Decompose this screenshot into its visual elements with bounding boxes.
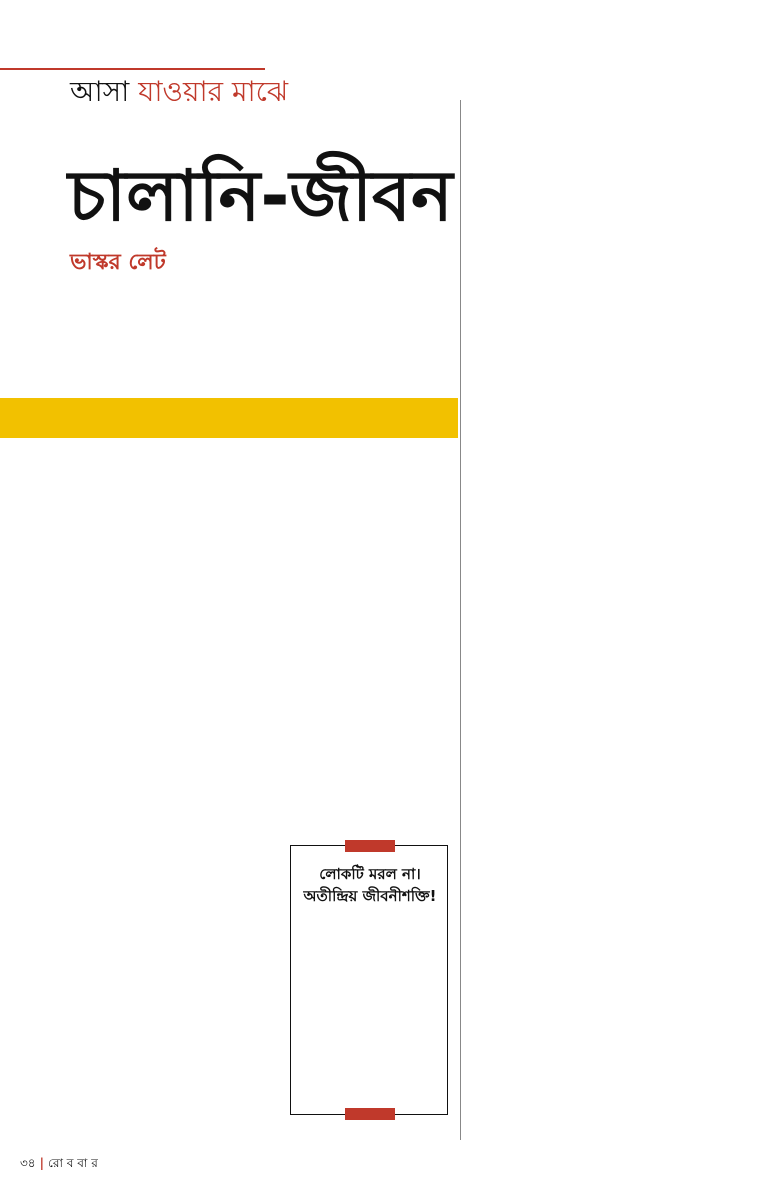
pull-quote-accent-bottom [345, 1108, 395, 1120]
pull-quote-accent-top [345, 840, 395, 852]
pull-quote-line: লোকটি মরল না। [319, 865, 421, 883]
body-column-middle [285, 456, 450, 836]
header-rule [0, 68, 265, 70]
article-headline: চালানি-জীবন [68, 155, 453, 237]
body-column-right [470, 100, 710, 1140]
section-label-part-a: আসা [70, 75, 130, 108]
pull-quote-text [303, 864, 437, 908]
body-column-left [70, 456, 270, 1136]
column-divider [460, 100, 461, 1140]
page-number: ৩৪ [20, 1156, 36, 1170]
page-footer [20, 1155, 98, 1175]
pull-quote-line: অতীন্দ্রিয় জীবনীশক্তি! [303, 886, 437, 905]
pull-quote-box [290, 845, 448, 1115]
decorative-band [0, 398, 458, 438]
section-label [70, 75, 289, 108]
footer-separator: | [39, 1156, 44, 1170]
section-label-part-b: যাওয়ার মাঝে [138, 75, 289, 108]
author-byline: ভাস্কর লেট [70, 250, 166, 275]
publication-name: রো ব বা র [47, 1156, 98, 1170]
